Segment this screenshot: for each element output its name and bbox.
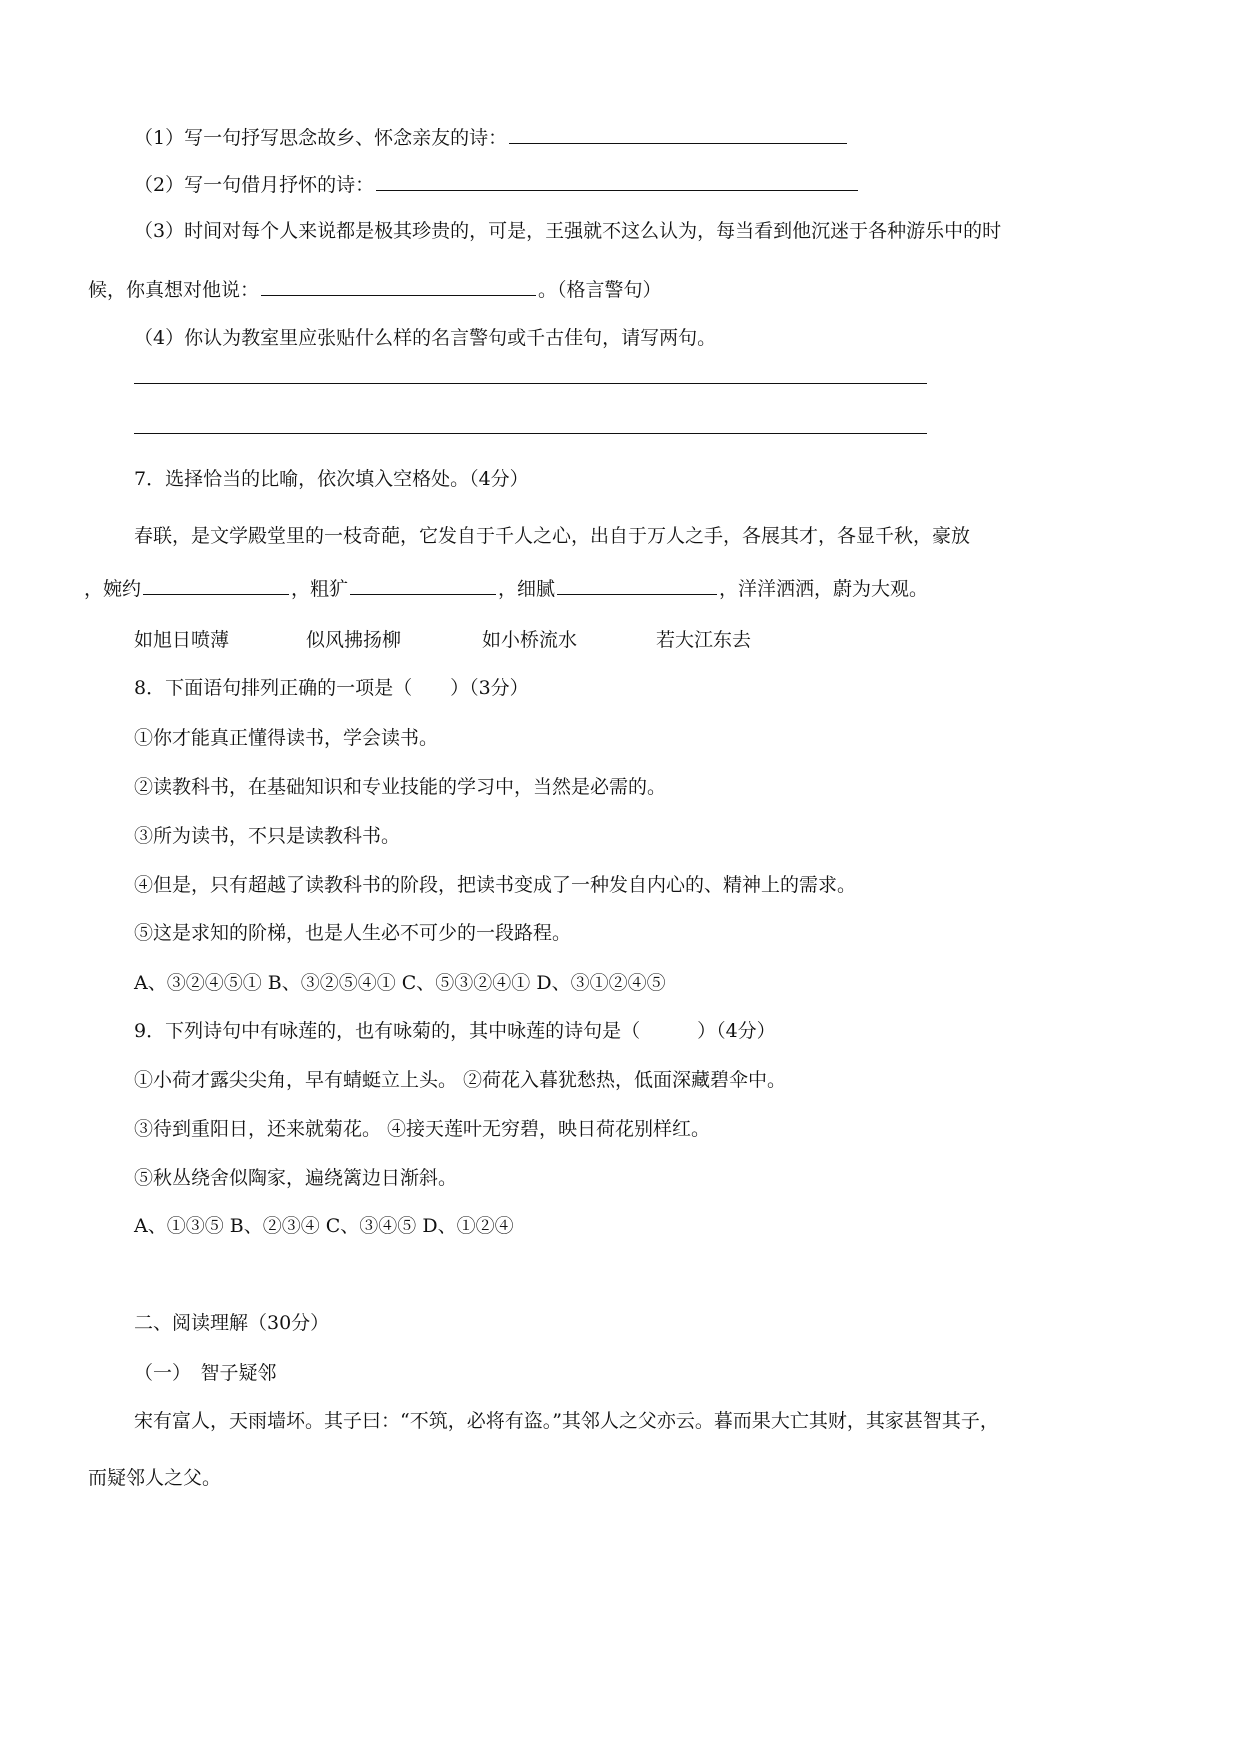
q8-sentence: ③所为读书，不只是读教科书。 [134, 825, 401, 847]
answer-blank[interactable] [350, 574, 496, 595]
q6-item3-line2: 候，你真想对他说： 。（格言警句） [88, 275, 662, 303]
q7-paragraph-line1: 春联，是文学殿堂里的一枝奇葩，它发自于千人之心，出自于万人之手，各展其才，各显千秋，豪放 [134, 525, 971, 547]
q8-choices: A、③②④⑤① B、③②⑤④① C、⑤③②④① D、③①②④⑤ [134, 972, 666, 994]
q9-poem-line: ③待到重阳日，还来就菊花。 ④接天莲叶无穷碧，映日荷花别样红。 [134, 1118, 711, 1140]
q7-option: 如小桥流水 [482, 629, 578, 651]
passage-title: （一） 智子疑邻 [134, 1362, 277, 1384]
q6-item4: （4）你认为教室里应张贴什么样的名言警句或千古佳句，请写两句。 [134, 327, 717, 349]
q6-item1: （1）写一句抒写思念故乡、怀念亲友的诗： [134, 123, 849, 151]
q7-option: 似风拂扬柳 [306, 629, 402, 651]
q8-sentence: ④但是，只有超越了读教科书的阶段，把读书变成了一种发自内心的、精神上的需求。 [134, 874, 857, 896]
q8-sentence: ⑤这是求知的阶梯，也是人生必不可少的一段路程。 [134, 922, 572, 944]
q7-option: 若大江东去 [656, 629, 752, 651]
passage-line2: 而疑邻人之父。 [88, 1467, 222, 1489]
answer-blank[interactable] [376, 170, 858, 191]
q8-title: 8．下面语句排列正确的一项是（ ）（3分） [134, 677, 529, 699]
answer-blank[interactable] [143, 574, 289, 595]
q8-sentence: ①你才能真正懂得读书，学会读书。 [134, 727, 439, 749]
q9-poem-line: ①小荷才露尖尖角，早有蜻蜓立上头。 ②荷花入暮犹愁热，低面深藏碧伞中。 [134, 1069, 787, 1091]
answer-line[interactable] [134, 383, 927, 384]
q7-paragraph-line2: ，婉约 ，粗犷 ，细腻 ，洋洋洒洒，蔚为大观。 [84, 574, 928, 602]
answer-blank[interactable] [509, 123, 847, 144]
q7-title: 7．选择恰当的比喻，依次填入空格处。（4分） [134, 468, 529, 490]
section-heading: 二、阅读理解（30分） [134, 1312, 330, 1334]
q9-poem-line: ⑤秋丛绕舍似陶家，遍绕篱边日渐斜。 [134, 1167, 458, 1189]
q7-option: 如旭日喷薄 [134, 629, 230, 651]
answer-blank[interactable] [261, 275, 536, 296]
q9-title: 9．下列诗句中有咏莲的，也有咏菊的，其中咏莲的诗句是（ ）（4分） [134, 1020, 776, 1042]
answer-line[interactable] [134, 433, 927, 434]
q9-choices: A、①③⑤ B、②③④ C、③④⑤ D、①②④ [134, 1215, 514, 1237]
q8-sentence: ②读教科书，在基础知识和专业技能的学习中，当然是必需的。 [134, 776, 667, 798]
q6-item2: （2）写一句借月抒怀的诗： [134, 170, 860, 198]
passage-line1: 宋有富人，天雨墙坏。其子曰：“不筑，必将有盗。”其邻人之父亦云。暮而果大亡其财，其家甚智其子， [134, 1410, 999, 1432]
q6-item3-line1: （3）时间对每个人来说都是极其珍贵的，可是，王强就不这么认为，每当看到他沉迷于各种游乐中的时 [134, 220, 1002, 242]
answer-blank[interactable] [557, 574, 717, 595]
